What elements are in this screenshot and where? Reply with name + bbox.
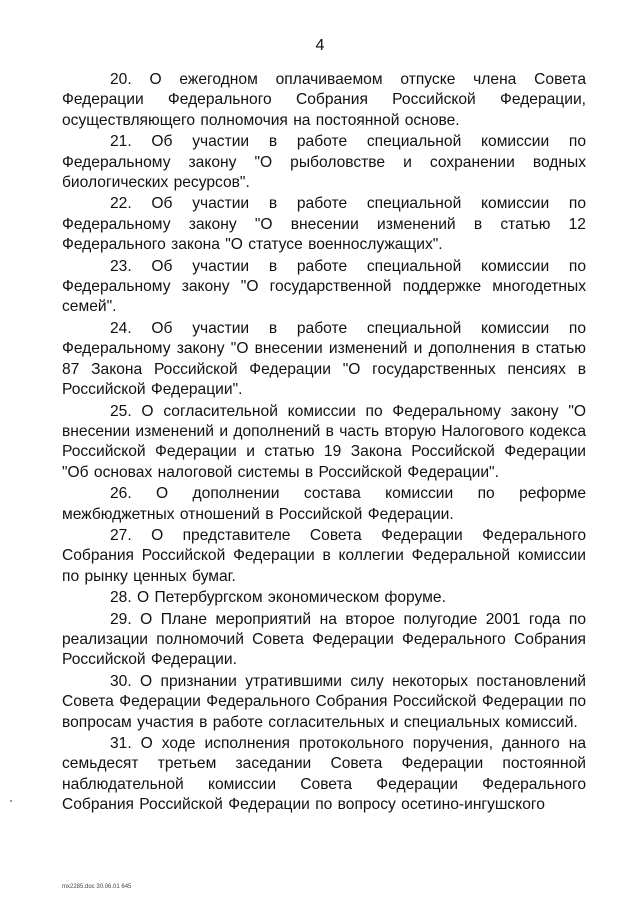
document-body — [62, 70, 586, 817]
agenda-item-25: 25. О согласительной комиссии по Федеральному закону "О внесении изменений и дополнений в часть вторую Налогового кодекса Российской Федерации и статью 19 Закона Российской Федерации "Об основах налоговой системы в Российской Федерации". — [62, 402, 586, 481]
agenda-item-27: 27. О представителе Совета Федерации Федерального Собрания Российской Федерации в коллегии Федеральной комиссии по рынку ценных бумаг. — [62, 526, 586, 585]
agenda-item-31: 31. О ходе исполнения протокольного поручения, данного на семьдесят третьем заседании Совета Федерации постоянной наблюдательной комиссии Совета Федерации Федерального Собрания Российской Федерации по вопросу осетино-ингушского — [62, 735, 586, 814]
agenda-item-29: 29. О Плане мероприятий на второе полугодие 2001 года по реализации полномочий Совета Федерации Федерального Собрания Российской Федерации. — [62, 610, 586, 669]
agenda-item-23: 23. Об участии в работе специальной комиссии по Федеральному закону "О государственной поддержке многодетных семей". — [62, 257, 586, 316]
agenda-item-24: 24. Об участии в работе специальной комиссии по Федеральному закону "О внесении изменений и дополнения в статью 87 Закона Российской Федерации "О государственных пенсиях в Российской Федерации". — [62, 319, 586, 399]
agenda-item-30: 30. О признании утратившими силу некоторых постановлений Совета Федерации Федерального Собрания Российской Федерации по вопросам участия в работе согласительных и специальных комиссий. — [62, 672, 586, 731]
agenda-item-28: 28. О Петербургском экономическом форуме. — [110, 589, 446, 607]
margin-speck — [10, 800, 12, 802]
agenda-item-20: 20. О ежегодном оплачиваемом отпуске члена Совета Федерации Федерального Собрания Российской Федерации, осуществляющего полномочия на постоянной основе. — [62, 71, 586, 129]
page-number: 4 — [315, 37, 325, 54]
agenda-item-22: 22. Об участии в работе специальной комиссии по Федеральному закону "О внесении изменений в статью 12 Федерального закона "О статусе военнослужащих". — [62, 195, 586, 254]
agenda-item-26: 26. О дополнении состава комиссии по реформе межбюджетных отношений в Российской Федерации. — [62, 485, 586, 523]
agenda-item-21: 21. Об участии в работе специальной комиссии по Федеральному закону "О рыболовстве и сохранении водных биологических ресурсов". — [62, 133, 586, 192]
file-footer: mx2285.doc 30.06.01 645 — [62, 884, 132, 890]
